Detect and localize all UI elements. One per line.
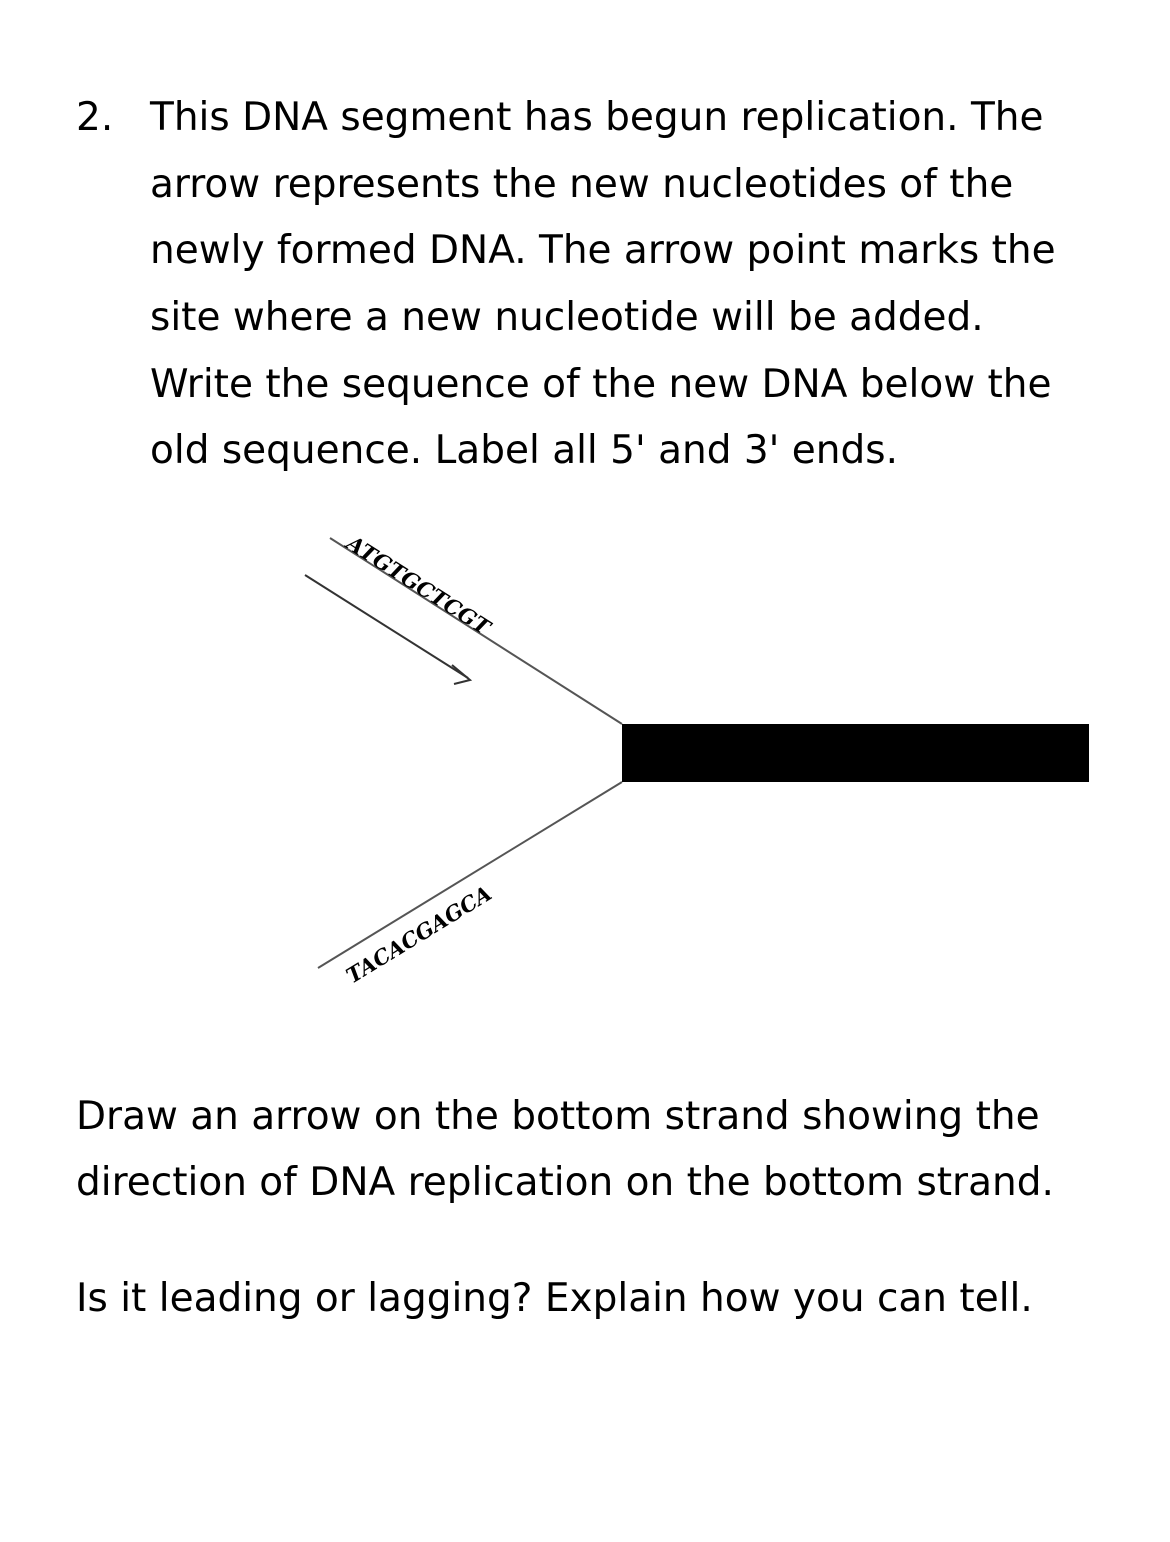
bottom-strand-sequence: TACACGAGCA [341,880,496,989]
replication-fork-svg [0,500,1170,1060]
question-number: 2. [76,95,114,140]
instruction-line-1: Draw an arrow on the bottom strand showing the [76,1094,1040,1139]
leading-lagging-question: Is it leading or lagging? Explain how you can tell. [76,1276,1033,1321]
replication-fork-diagram [0,500,1170,1060]
question-line-6: old sequence. Label all 5' and 3' ends. [150,428,898,473]
parental-double-strand [622,724,1089,782]
question-line-3: newly formed DNA. The arrow point marks the [150,228,1056,273]
question-line-5: Write the sequence of the new DNA below the [150,362,1052,407]
question-line-1: This DNA segment has begun replication. The [150,95,1044,140]
question-line-2: arrow represents the new nucleotides of the [150,162,1014,207]
instruction-line-2: direction of DNA replication on the bottom strand. [76,1160,1054,1205]
question-line-4: site where a new nucleotide will be added. [150,295,984,340]
top-strand-sequence: ATGTGCTCGT [342,530,495,640]
bottom-template-strand [318,782,622,968]
